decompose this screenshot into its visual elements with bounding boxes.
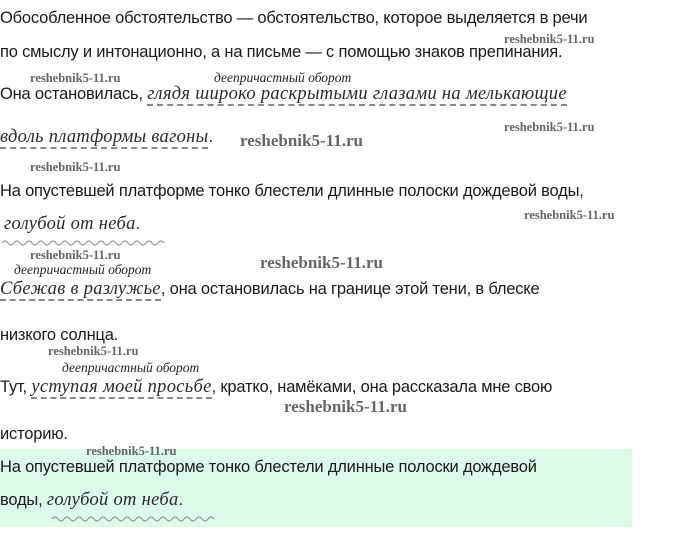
wavy-underline — [52, 514, 217, 524]
example-3-line-1 — [0, 279, 539, 300]
participial-phrase: глядя широко раскрытыми глазами на мелькающие — [147, 84, 567, 104]
participial-phrase: Сбежав в разлужье — [0, 279, 161, 299]
example-4-line-2: историю. — [0, 425, 68, 443]
participial-phrase: голубой от неба — [4, 214, 136, 234]
example-1-line-1 — [0, 84, 567, 105]
example-5-line-1: На опустевшей платформе тонко блестели длинные полоски дождевой — [0, 458, 537, 476]
example-text: . — [178, 491, 183, 509]
annotation-participial-phrase: деепричастный оборот — [62, 360, 200, 375]
definition-line-2: по смыслу и интонационно, а на письме — с помощью знаков препинания. — [0, 43, 563, 61]
watermark: reshebnik5-11.ru — [48, 344, 139, 358]
example-text: . — [208, 128, 213, 146]
example-text: воды, — [0, 491, 47, 509]
example-1-line-2 — [0, 127, 213, 148]
annotation-participial-phrase: деепричастный оборот — [214, 70, 352, 85]
example-text: , кратко, намёками, она рассказала мне свою — [211, 378, 553, 396]
watermark: reshebnik5-11.ru — [30, 160, 121, 174]
example-text: . — [135, 215, 141, 233]
example-2-line-2 — [4, 214, 140, 235]
watermark: reshebnik5-11.ru — [30, 71, 121, 85]
watermark: reshebnik5-11.ru — [260, 253, 383, 272]
participial-phrase: голубой от неба — [46, 490, 179, 510]
example-text: Тут, — [0, 378, 32, 396]
watermark: reshebnik5-11.ru — [524, 208, 615, 222]
example-2-line-1: На опустевшей платформе тонко блестели длинные полоски дождевой воды, — [0, 182, 584, 200]
example-text: Она остановилась, — [0, 85, 148, 103]
watermark: reshebnik5-11.ru — [504, 32, 595, 46]
watermark: reshebnik5-11.ru — [504, 120, 595, 134]
watermark: reshebnik5-11.ru — [86, 444, 177, 458]
example-4-line-1 — [0, 377, 552, 398]
annotation-participial-phrase: деепричастный оборот — [14, 262, 152, 277]
example-3-line-2: низкого солнца. — [0, 326, 119, 344]
watermark: reshebnik5-11.ru — [240, 131, 363, 150]
participial-phrase: уступая моей просьбе — [31, 377, 212, 397]
example-5-line-2 — [0, 490, 183, 511]
wavy-underline — [2, 238, 167, 248]
watermark: reshebnik5-11.ru — [30, 248, 121, 262]
participial-phrase: вдоль платформы вагоны — [0, 127, 209, 147]
example-text: , она остановилась на границе этой тени, в блеске — [160, 280, 540, 298]
watermark: reshebnik5-11.ru — [284, 397, 407, 416]
definition-line-1: Обособленное обстоятельство — обстоятельство, которое выделяется в речи — [0, 9, 588, 27]
